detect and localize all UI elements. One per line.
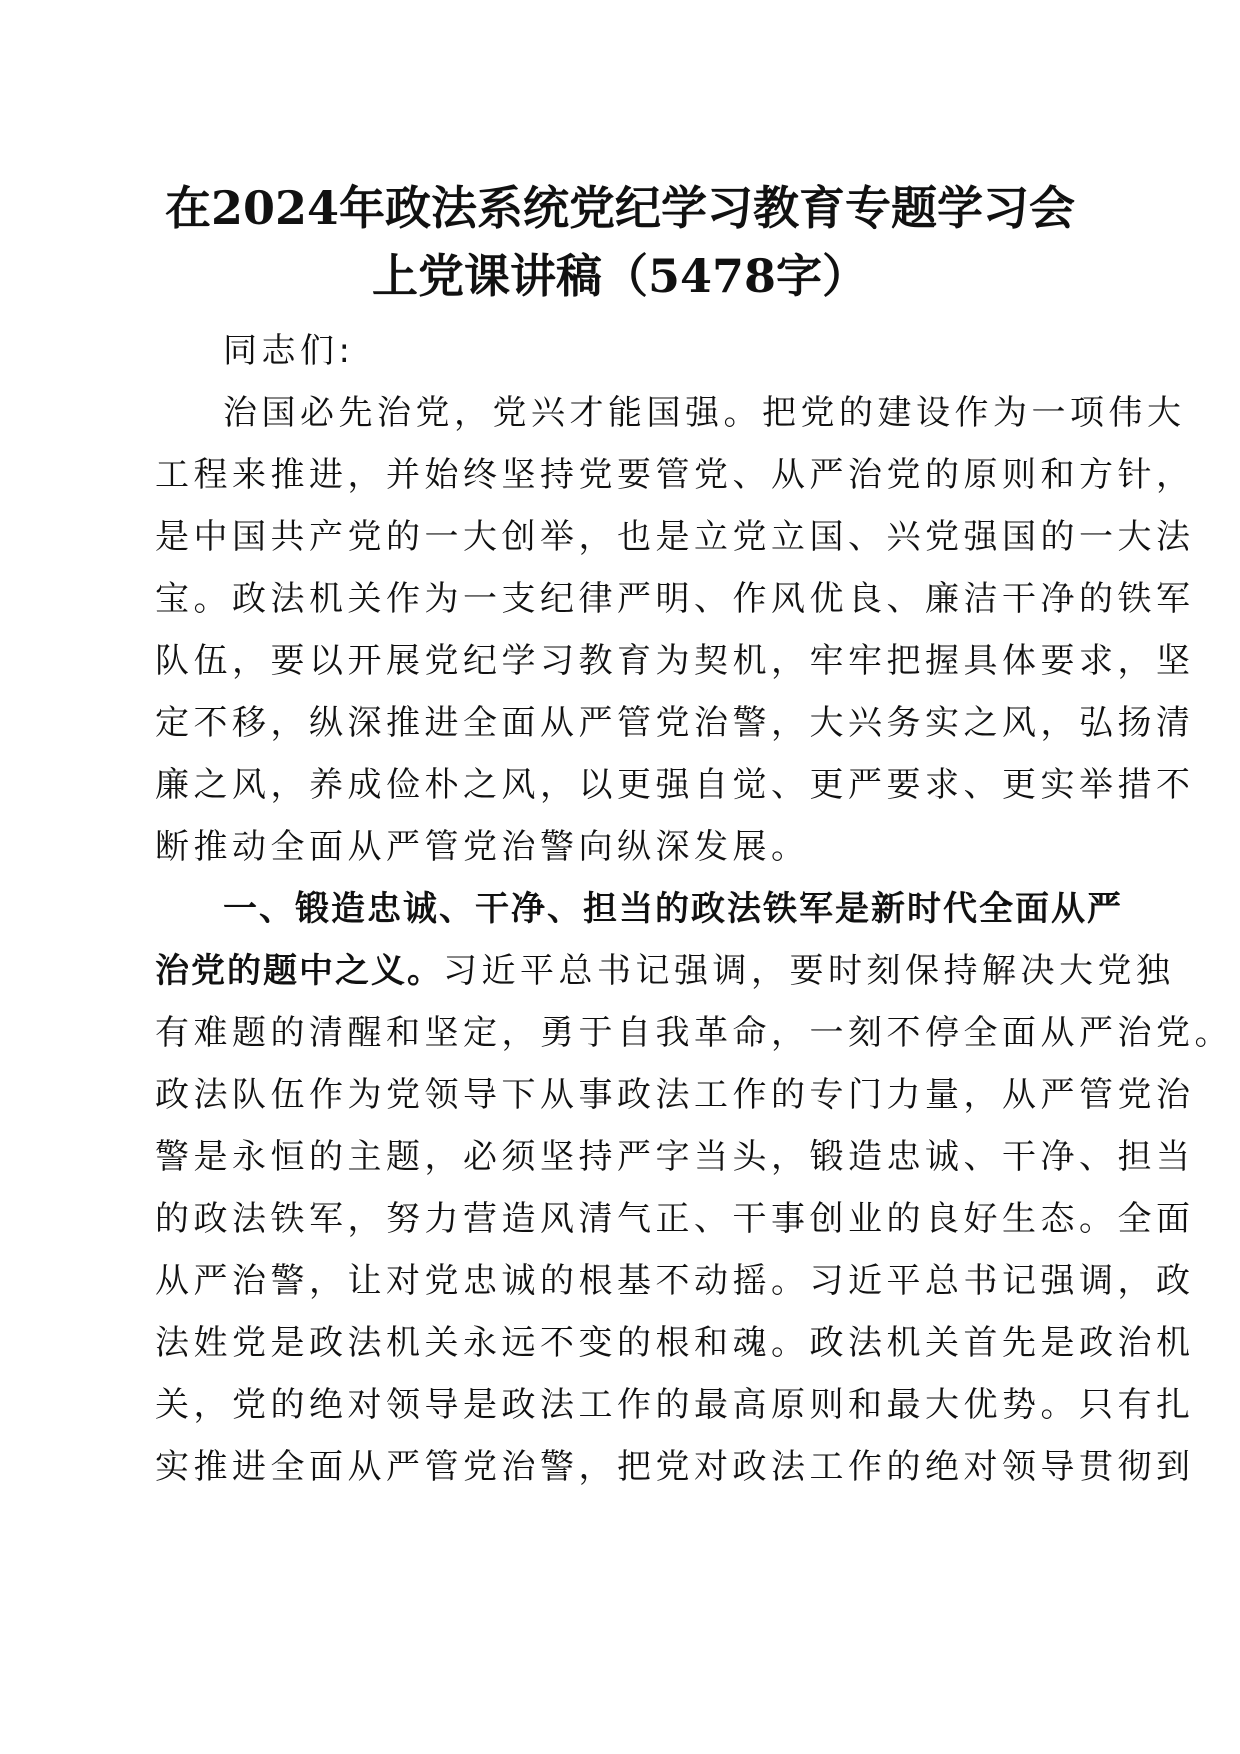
section-1-line: 关，党的绝对领导是政法工作的最高原则和最大优势。只有扎 (155, 1385, 1195, 1425)
section-1-line: 政法队伍作为党领导下从事政法工作的专门力量，从严管党治 (155, 1075, 1195, 1115)
salutation: 同志们: (223, 331, 355, 371)
document-body (155, 320, 1233, 1498)
section-1-heading: 一、锻造忠诚、干净、担当的政法铁军是新时代全面从严 (223, 889, 1123, 929)
section-1-line: 的政法铁军，努力营造风清气正、干事创业的良好生态。全面 (155, 1199, 1195, 1239)
section-1-text: 习近平总书记强调，要时刻保持解决大党独 (443, 951, 1175, 991)
paragraph-1-line: 廉之风，养成俭朴之风，以更强自觉、更严要求、更实举措不 (155, 765, 1195, 805)
paragraph-1-line: 宝。政法机关作为一支纪律严明、作风优良、廉洁干净的铁军 (155, 579, 1195, 619)
document-title-line-2: 上党课讲稿（5478字） (371, 249, 869, 303)
paragraph-1-line: 定不移，纵深推进全面从严管党治警，大兴务实之风，弘扬清 (155, 703, 1195, 743)
paragraph-1-line: 是中国共产党的一大创举，也是立党立国、兴党强国的一大法 (155, 517, 1195, 557)
section-1-line (155, 940, 1175, 1002)
paragraph-1-line: 工程来推进，并始终坚持党要管党、从严治党的原则和方针， (155, 455, 1195, 495)
section-1-line: 从严治警，让对党忠诚的根基不动摇。习近平总书记强调，政 (155, 1261, 1195, 1301)
paragraph-1-line: 治国必先治党，党兴才能国强。把党的建设作为一项伟大 (223, 393, 1186, 433)
section-1-line: 警是永恒的主题，必须坚持严字当头，锻造忠诚、干净、担当 (155, 1137, 1195, 1177)
paragraph-1-line: 断推动全面从严管党治警向纵深发展。 (155, 827, 810, 867)
section-1-heading-end: 治党的题中之义。 (155, 951, 443, 991)
section-1-line: 有难题的清醒和坚定，勇于自我革命，一刻不停全面从严治党。 (155, 1013, 1233, 1053)
paragraph-1-line: 队伍，要以开展党纪学习教育为契机，牢牢把握具体要求，坚 (155, 641, 1195, 681)
section-1-line: 法姓党是政法机关永远不变的根和魂。政法机关首先是政治机 (155, 1323, 1195, 1363)
section-1-line: 实推进全面从严管党治警，把党对政法工作的绝对领导贯彻到 (155, 1447, 1195, 1487)
document-title-line-1: 在2024年政法系统党纪学习教育专题学习会 (164, 181, 1076, 235)
